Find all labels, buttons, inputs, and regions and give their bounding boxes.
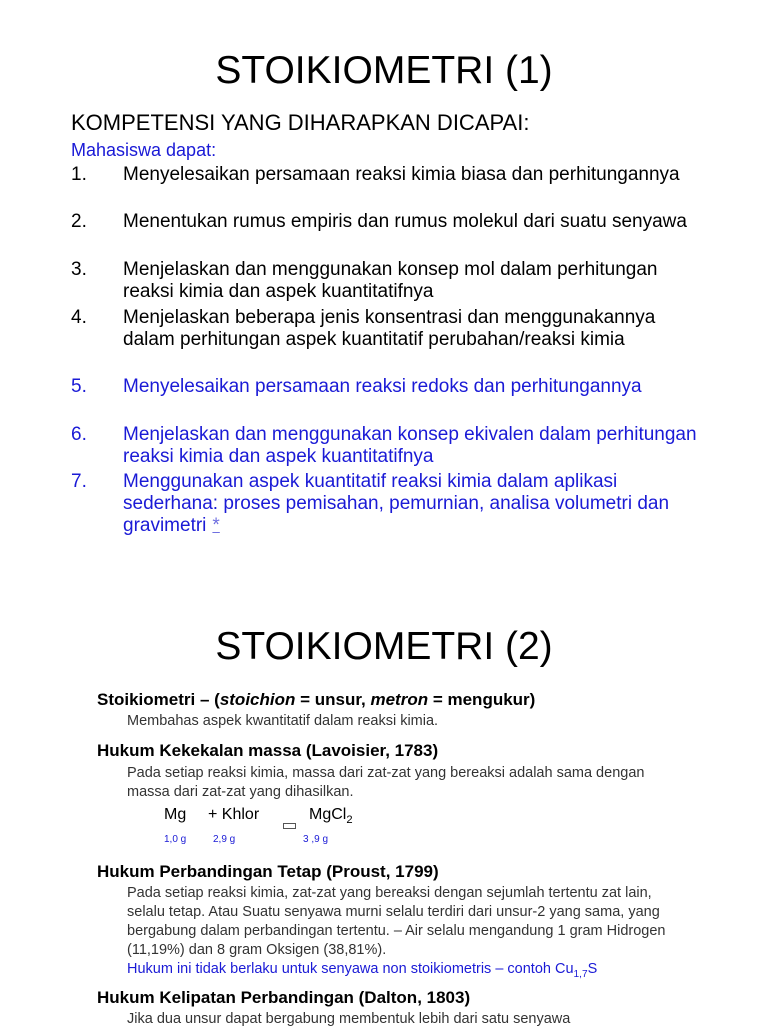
item-number: 3. xyxy=(71,259,87,280)
equation-reactant-mg: Mg xyxy=(164,806,187,823)
footnote-star-link[interactable]: * xyxy=(212,515,220,536)
item-text: Menyelesaikan persamaan reaksi kimia biasa dan perhitungannya xyxy=(123,164,680,185)
law2-note xyxy=(127,960,687,984)
item-text: Menjelaskan beberapa jenis konsentrasi dan menggunakannya dalam perhitungan aspek kuantitatif perubahan/reaksi kimia xyxy=(123,307,656,350)
law2-body-text: Pada setiap reaksi kimia, zat-zat yang bereaksi dengan sejumlah tertentu zat lain, selalu tetap. Atau Suatu senyawa murni selalu terdiri dari unsur-2 yang sama, yang bergabung dalam perbandingan tertentu. – Air selalu mengandung 1 gram Hidrogen (11,19%) dan 8 gram Oksigen (38,81%). xyxy=(127,885,666,958)
item-text xyxy=(123,471,711,537)
def-word-metron: metron xyxy=(370,690,429,709)
item-number: 5. xyxy=(71,376,87,397)
item-number: 6. xyxy=(71,424,87,445)
law1-body: Pada setiap reaksi kimia, massa dari zat-zat yang bereaksi adalah sama dengan massa dari zat-zat yang dihasilkan. xyxy=(127,765,645,800)
item-number: 4. xyxy=(71,307,87,328)
def-tail: = mengukur) xyxy=(428,690,536,709)
objective-item xyxy=(71,164,711,186)
competency-heading: KOMPETENSI YANG DIHARAPKAN DICAPAI: xyxy=(71,110,530,135)
objective-item xyxy=(71,376,711,398)
item-number: 2. xyxy=(71,211,87,232)
law3-heading: Hukum Kelipatan Perbandingan (Dalton, 1803) xyxy=(97,988,471,1007)
equation-arrow-icon xyxy=(283,816,296,834)
equation-reactant-khlor: + Khlor xyxy=(208,806,260,823)
item-text-body: Menggunakan aspek kuantitatif reaksi kimia dalam aplikasi sederhana: proses pemisahan, pemurnian, analisa volumetri dan gravimetri xyxy=(123,471,670,536)
law2-note-subscript: 1,7 xyxy=(573,968,588,980)
def-lead: Stoikiometri – ( xyxy=(97,690,220,709)
product-formula: MgCl xyxy=(309,806,347,823)
objective-item xyxy=(71,259,711,303)
law2-note-tail: S xyxy=(587,961,598,977)
item-number: 1. xyxy=(71,164,87,185)
objective-item xyxy=(71,471,711,537)
law2-heading: Hukum Perbandingan Tetap (Proust, 1799) xyxy=(97,862,439,881)
slide2-title: STOIKIOMETRI (2) xyxy=(215,625,553,668)
objective-item xyxy=(71,424,711,468)
objective-item xyxy=(71,307,711,351)
law2-body xyxy=(127,884,687,984)
law2-note-text: Hukum ini tidak berlaku untuk senyawa non stoikiometris – contoh Cu xyxy=(127,961,574,977)
mass-mg: 1,0 g xyxy=(164,834,187,845)
slide1-title: STOIKIOMETRI (1) xyxy=(215,49,553,92)
law3-body: Jika dua unsur dapat bergabung membentuk lebih dari satu senyawa xyxy=(127,1011,571,1027)
product-subscript: 2 xyxy=(346,814,353,827)
item-text: Menjelaskan dan menggunakan konsep mol dalam perhitungan reaksi kimia dan aspek kuantitatifnya xyxy=(123,259,658,302)
law1-heading: Hukum Kekekalan massa (Lavoisier, 1783) xyxy=(97,741,439,760)
mass-product: 3 ,9 g xyxy=(303,834,329,845)
mass-khlor: 2,9 g xyxy=(213,834,236,845)
item-text: Menyelesaikan persamaan reaksi redoks dan perhitungannya xyxy=(123,376,642,397)
objective-item xyxy=(71,211,711,233)
equation-product xyxy=(309,806,353,826)
definition-body: Membahas aspek kwantitatif dalam reaksi kimia. xyxy=(127,713,439,729)
def-mid: = unsur, xyxy=(295,690,371,709)
definition-heading xyxy=(97,690,535,710)
def-word-stoichion: stoichion xyxy=(219,690,296,709)
intro-text: Mahasiswa dapat: xyxy=(71,140,217,160)
item-text: Menentukan rumus empiris dan rumus molekul dari suatu senyawa xyxy=(123,211,687,232)
item-number: 7. xyxy=(71,471,87,492)
item-text: Menjelaskan dan menggunakan konsep ekivalen dalam perhitungan reaksi kimia dan aspek kuantitatifnya xyxy=(123,424,697,467)
